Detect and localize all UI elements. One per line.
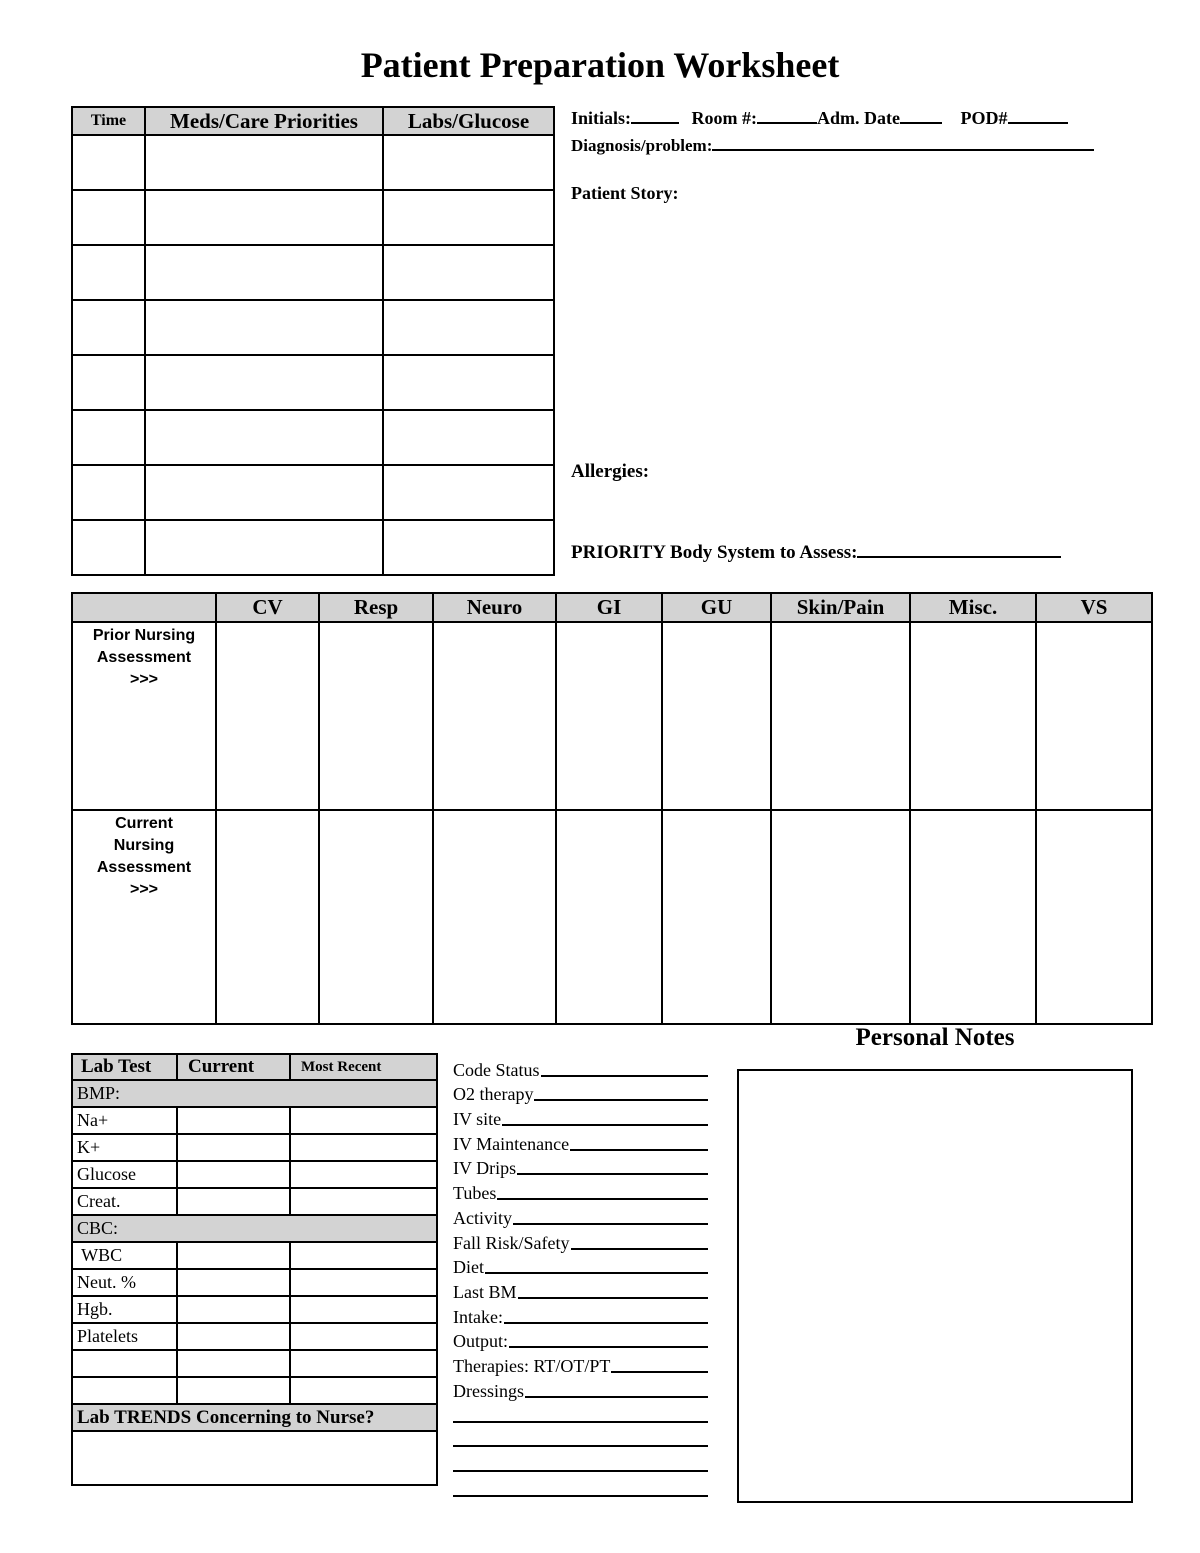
- adm-date-label: Adm. Date: [817, 108, 901, 128]
- lab-name: WBC: [72, 1242, 177, 1269]
- lab-row: [72, 1242, 437, 1269]
- lab-row: [72, 1350, 437, 1377]
- lab-name[interactable]: [72, 1377, 177, 1404]
- initials-field[interactable]: [631, 108, 679, 124]
- schedule-row: [72, 465, 554, 520]
- checklist-field[interactable]: [497, 1198, 708, 1200]
- extra-blank-line[interactable]: [453, 1445, 708, 1447]
- labs-glucose-header: Labs/Glucose: [383, 107, 554, 135]
- lab-table: [71, 1053, 438, 1486]
- patient-story-label: Patient Story:: [571, 183, 679, 203]
- current-neuro-cell[interactable]: [433, 810, 556, 1024]
- time-cell[interactable]: [72, 245, 145, 300]
- checklist-field[interactable]: [504, 1322, 708, 1324]
- schedule-row: [72, 300, 554, 355]
- schedule-table: [71, 106, 555, 576]
- checklist-item: Therapies: RT/OT/PT: [453, 1352, 708, 1377]
- lab-current-cell[interactable]: [177, 1377, 290, 1404]
- labs-cell[interactable]: [383, 355, 554, 410]
- personal-notes-box[interactable]: [737, 1069, 1133, 1503]
- checklist-item: Activity: [453, 1204, 708, 1229]
- lab-current-cell[interactable]: [177, 1296, 290, 1323]
- lab-recent-cell[interactable]: [290, 1269, 437, 1296]
- time-cell[interactable]: [72, 520, 145, 575]
- meds-cell[interactable]: [145, 190, 383, 245]
- schedule-row: [72, 245, 554, 300]
- prior-vs-cell[interactable]: [1036, 622, 1152, 810]
- schedule-row: [72, 355, 554, 410]
- meds-cell[interactable]: [145, 300, 383, 355]
- lab-name[interactable]: [72, 1350, 177, 1377]
- prior-assessment-row: [72, 622, 1152, 810]
- checklist-item: O2 therapy: [453, 1081, 708, 1106]
- room-field[interactable]: [757, 108, 817, 124]
- diagnosis-field[interactable]: [712, 135, 1094, 151]
- meds-cell[interactable]: [145, 245, 383, 300]
- lab-current-cell[interactable]: [177, 1350, 290, 1377]
- meds-header: Meds/Care Priorities: [145, 107, 383, 135]
- checklist-item: Intake:: [453, 1303, 708, 1328]
- assessment-table: [71, 592, 1153, 1025]
- schedule-row: [72, 410, 554, 465]
- assessment-header-row: [72, 593, 1152, 622]
- lab-row: [72, 1134, 437, 1161]
- lab-trends-label: Lab TRENDS Concerning to Nurse?: [72, 1404, 437, 1431]
- pod-field[interactable]: [1008, 108, 1068, 124]
- patient-header-line: [571, 108, 1068, 129]
- lab-recent-cell[interactable]: [290, 1107, 437, 1134]
- prior-neuro-cell[interactable]: [433, 622, 556, 810]
- lab-most-recent-header: Most Recent: [290, 1054, 437, 1080]
- checklist-field[interactable]: [485, 1272, 708, 1274]
- prior-skin-pain-cell[interactable]: [771, 622, 910, 810]
- priority-line: [571, 542, 1061, 564]
- schedule-header-row: [72, 107, 554, 135]
- lab-header-row: [72, 1054, 437, 1080]
- checklist-item: IV Drips: [453, 1155, 708, 1180]
- extra-blank-line[interactable]: [453, 1495, 708, 1497]
- labs-cell[interactable]: [383, 520, 554, 575]
- prior-gi-cell[interactable]: [556, 622, 662, 810]
- checklist-field[interactable]: [513, 1223, 708, 1225]
- checklist-item: Tubes: [453, 1179, 708, 1204]
- lab-name: Neut. %: [72, 1269, 177, 1296]
- current-vs-cell[interactable]: [1036, 810, 1152, 1024]
- current-assessment-label: Current Nursing Assessment >>>: [72, 810, 216, 1024]
- current-skin-pain-cell[interactable]: [771, 810, 910, 1024]
- checklist-item: Diet: [453, 1254, 708, 1279]
- checklist-item: Output:: [453, 1328, 708, 1353]
- gi-header: GI: [556, 593, 662, 622]
- priority-field[interactable]: [857, 542, 1061, 558]
- checklist-field[interactable]: [611, 1371, 708, 1373]
- checklist-item: Dressings: [453, 1377, 708, 1402]
- meds-cell[interactable]: [145, 520, 383, 575]
- lab-current-cell[interactable]: [177, 1242, 290, 1269]
- checklist-item: IV Maintenance: [453, 1130, 708, 1155]
- prior-resp-cell[interactable]: [319, 622, 433, 810]
- priority-label: PRIORITY Body System to Assess:: [571, 542, 858, 563]
- adm-date-field[interactable]: [900, 108, 942, 124]
- meds-cell[interactable]: [145, 410, 383, 465]
- room-label: Room #:: [691, 108, 758, 128]
- diagnosis-line: [571, 135, 1094, 156]
- time-cell[interactable]: [72, 190, 145, 245]
- schedule-row: [72, 135, 554, 190]
- lab-current-cell[interactable]: [177, 1188, 290, 1215]
- current-resp-cell[interactable]: [319, 810, 433, 1024]
- lab-name: K+: [72, 1134, 177, 1161]
- lab-current-cell[interactable]: [177, 1269, 290, 1296]
- current-misc-cell[interactable]: [910, 810, 1036, 1024]
- time-header: Time: [72, 107, 145, 135]
- labs-cell[interactable]: [383, 410, 554, 465]
- skin-pain-header: Skin/Pain: [771, 593, 910, 622]
- time-cell[interactable]: [72, 355, 145, 410]
- current-assessment-row: [72, 810, 1152, 1024]
- resp-header: Resp: [319, 593, 433, 622]
- lab-recent-cell[interactable]: [290, 1323, 437, 1350]
- lab-row: [72, 1161, 437, 1188]
- labs-cell[interactable]: [383, 245, 554, 300]
- checklist-item: Fall Risk/Safety: [453, 1229, 708, 1254]
- current-cv-cell[interactable]: [216, 810, 319, 1024]
- checklist-field[interactable]: [517, 1173, 708, 1175]
- diagnosis-label: Diagnosis/problem:: [571, 136, 713, 155]
- time-cell[interactable]: [72, 300, 145, 355]
- labs-cell[interactable]: [383, 300, 554, 355]
- allergies-label: Allergies:: [571, 461, 650, 482]
- lab-name: Creat.: [72, 1188, 177, 1215]
- checklist-field[interactable]: [525, 1396, 708, 1398]
- prior-assessment-label: Prior Nursing Assessment >>>: [72, 622, 216, 810]
- lab-trends-field[interactable]: [72, 1431, 437, 1485]
- lab-current-cell[interactable]: [177, 1323, 290, 1350]
- checklist-field[interactable]: [571, 1248, 709, 1250]
- personal-notes-title: Personal Notes: [855, 1024, 1015, 1051]
- vs-header: VS: [1036, 593, 1152, 622]
- lab-recent-cell[interactable]: [290, 1350, 437, 1377]
- prior-misc-cell[interactable]: [910, 622, 1036, 810]
- misc-header: Misc.: [910, 593, 1036, 622]
- current-gi-cell[interactable]: [556, 810, 662, 1024]
- time-cell[interactable]: [72, 135, 145, 190]
- lab-name: Hgb.: [72, 1296, 177, 1323]
- meds-cell[interactable]: [145, 355, 383, 410]
- lab-recent-cell[interactable]: [290, 1242, 437, 1269]
- lab-row: [72, 1323, 437, 1350]
- prior-cv-cell[interactable]: [216, 622, 319, 810]
- lab-current-header: Current: [177, 1054, 290, 1080]
- lab-name: Na+: [72, 1107, 177, 1134]
- meds-cell[interactable]: [145, 465, 383, 520]
- checklist-field[interactable]: [518, 1297, 708, 1299]
- lab-current-cell[interactable]: [177, 1161, 290, 1188]
- lab-recent-cell[interactable]: [290, 1296, 437, 1323]
- lab-recent-cell[interactable]: [290, 1377, 437, 1404]
- lab-test-header: Lab Test: [72, 1054, 177, 1080]
- lab-recent-cell[interactable]: [290, 1188, 437, 1215]
- checklist-field[interactable]: [509, 1346, 708, 1348]
- checklist-field[interactable]: [502, 1124, 708, 1126]
- lab-recent-cell[interactable]: [290, 1161, 437, 1188]
- cv-header: CV: [216, 593, 319, 622]
- labs-cell[interactable]: [383, 190, 554, 245]
- checklist-item: IV site: [453, 1105, 708, 1130]
- bmp-group-label: BMP:: [72, 1080, 437, 1107]
- lab-row: [72, 1269, 437, 1296]
- current-gu-cell[interactable]: [662, 810, 771, 1024]
- lab-row: [72, 1107, 437, 1134]
- lab-recent-cell[interactable]: [290, 1134, 437, 1161]
- care-checklist: [453, 1056, 708, 1402]
- time-cell[interactable]: [72, 410, 145, 465]
- checklist-item: Code Status: [453, 1056, 708, 1081]
- lab-current-cell[interactable]: [177, 1134, 290, 1161]
- extra-blank-line[interactable]: [453, 1421, 708, 1423]
- checklist-field[interactable]: [570, 1149, 708, 1151]
- lab-row: [72, 1377, 437, 1404]
- schedule-row: [72, 190, 554, 245]
- lab-current-cell[interactable]: [177, 1107, 290, 1134]
- corner-header: [72, 593, 216, 622]
- schedule-row: [72, 520, 554, 575]
- gu-header: GU: [662, 593, 771, 622]
- extra-blank-line[interactable]: [453, 1470, 708, 1472]
- page-title: Patient Preparation Worksheet: [360, 45, 840, 85]
- lab-row: [72, 1296, 437, 1323]
- labs-cell[interactable]: [383, 465, 554, 520]
- neuro-header: Neuro: [433, 593, 556, 622]
- checklist-field[interactable]: [534, 1099, 708, 1101]
- prior-gu-cell[interactable]: [662, 622, 771, 810]
- time-cell[interactable]: [72, 465, 145, 520]
- initials-label: Initials:: [571, 108, 632, 128]
- lab-name: Platelets: [72, 1323, 177, 1350]
- checklist-field[interactable]: [541, 1075, 708, 1077]
- cbc-group-label: CBC:: [72, 1215, 437, 1242]
- labs-cell[interactable]: [383, 135, 554, 190]
- checklist-item: Last BM: [453, 1278, 708, 1303]
- meds-cell[interactable]: [145, 135, 383, 190]
- lab-name: Glucose: [72, 1161, 177, 1188]
- lab-row: [72, 1188, 437, 1215]
- pod-label: POD#: [960, 108, 1008, 128]
